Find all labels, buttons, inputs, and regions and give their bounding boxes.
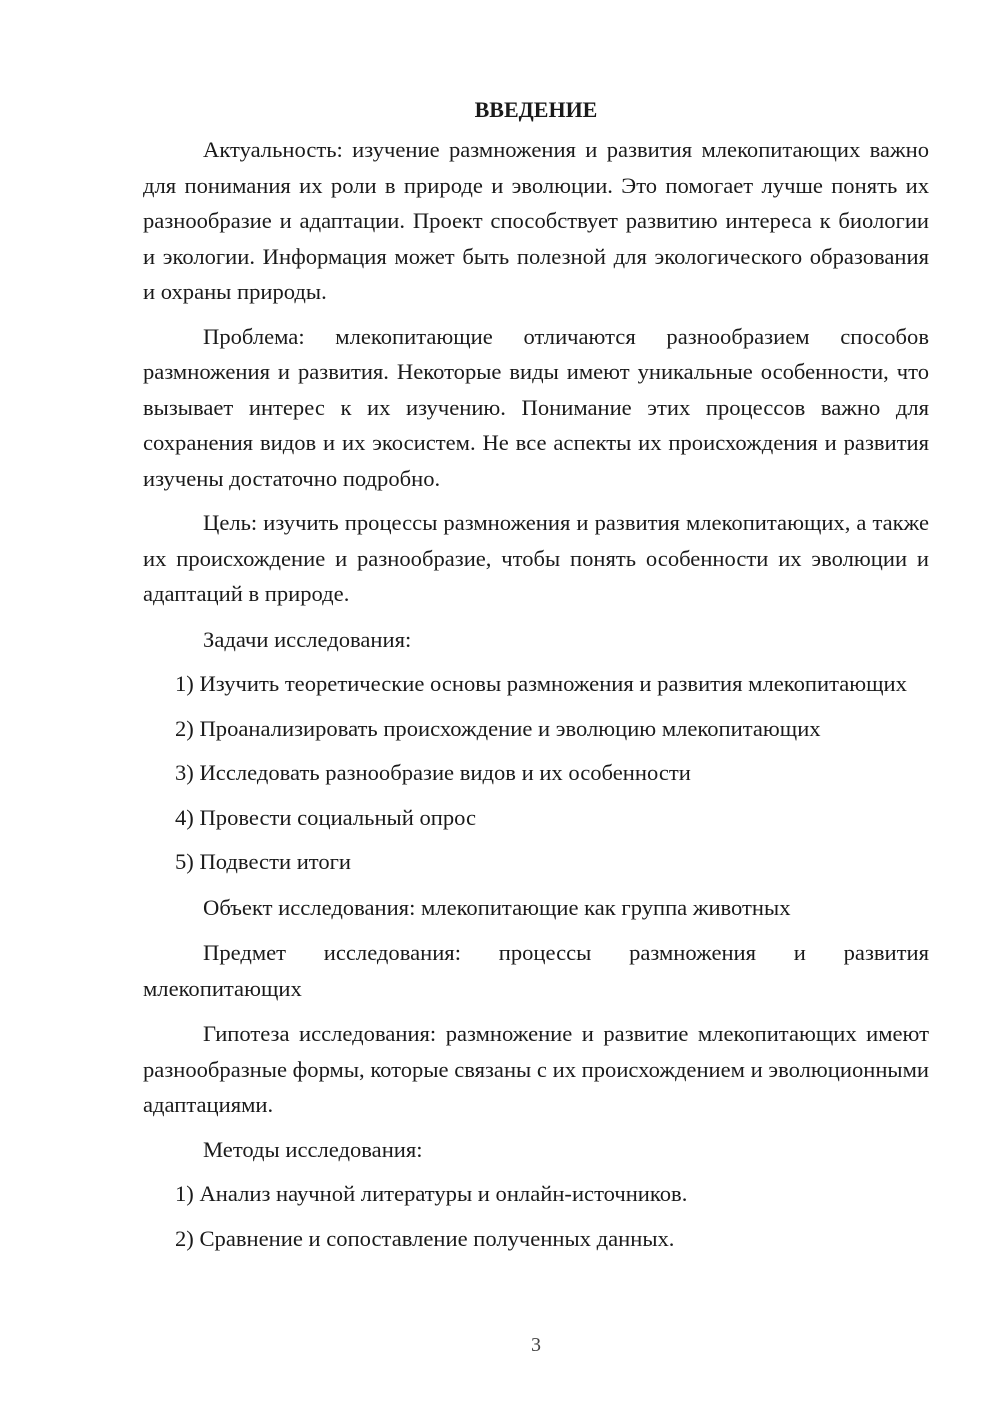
- methods-list: [143, 1176, 929, 1256]
- page-content: [143, 92, 929, 1256]
- tasks-list: [143, 666, 929, 880]
- list-item: 1) Анализ научной литературы и онлайн-источников.: [175, 1181, 688, 1206]
- list-item: 2) Сравнение и сопоставление полученных данных.: [175, 1225, 675, 1251]
- hypothesis-paragraph: Гипотеза исследования: размножение и развитие млекопитающих имеют разнообразные формы, которые связаны с их происхождением и эволюционными адаптациями.: [143, 1021, 929, 1117]
- list-item: 4) Провести социальный опрос: [175, 804, 477, 830]
- list-item: 3) Исследовать разнообразие видов и их особенности: [175, 760, 691, 785]
- problem-paragraph: Проблема: млекопитающие отличаются разнообразием способов размножения и развития. Некоторые виды имеют уникальные особенности, что вызывает интерес к их изучению. Понимание этих процессов важно для сохранения видов и их экосистем. Не все аспекты их происхождения и развития изучены достаточно подробно.: [143, 323, 929, 491]
- page-number: 3: [531, 1334, 541, 1356]
- tasks-heading: Задачи исследования:: [203, 626, 412, 652]
- goal-paragraph: Цель: изучить процессы размножения и развития млекопитающих, а также их происхождение и разнообразие, чтобы понять особенности их эволюции и адаптаций в природе.: [143, 510, 929, 606]
- page-title: ВВЕДЕНИЕ: [474, 97, 598, 122]
- object-paragraph: Объект исследования: млекопитающие как группа животных: [203, 894, 791, 920]
- list-item: 1) Изучить теоретические основы размножения и развития млекопитающих: [175, 671, 907, 696]
- list-item: 2) Проанализировать происхождение и эволюцию млекопитающих: [175, 715, 821, 741]
- relevance-paragraph: Актуальность: изучение размножения и развития млекопитающих важно для понимания их роли в природе и эволюции. Это помогает лучше понять их разнообразие и адаптации. Проект способствует развитию интереса к биологии и экологии. Информация может быть полезной для экологического образования и охраны природы.: [143, 137, 929, 304]
- list-item: 5) Подвести итоги: [175, 849, 352, 874]
- methods-heading: Методы исследования:: [203, 1136, 423, 1162]
- subject-paragraph: Предмет исследования: процессы размножения и развития млекопитающих: [143, 940, 929, 1001]
